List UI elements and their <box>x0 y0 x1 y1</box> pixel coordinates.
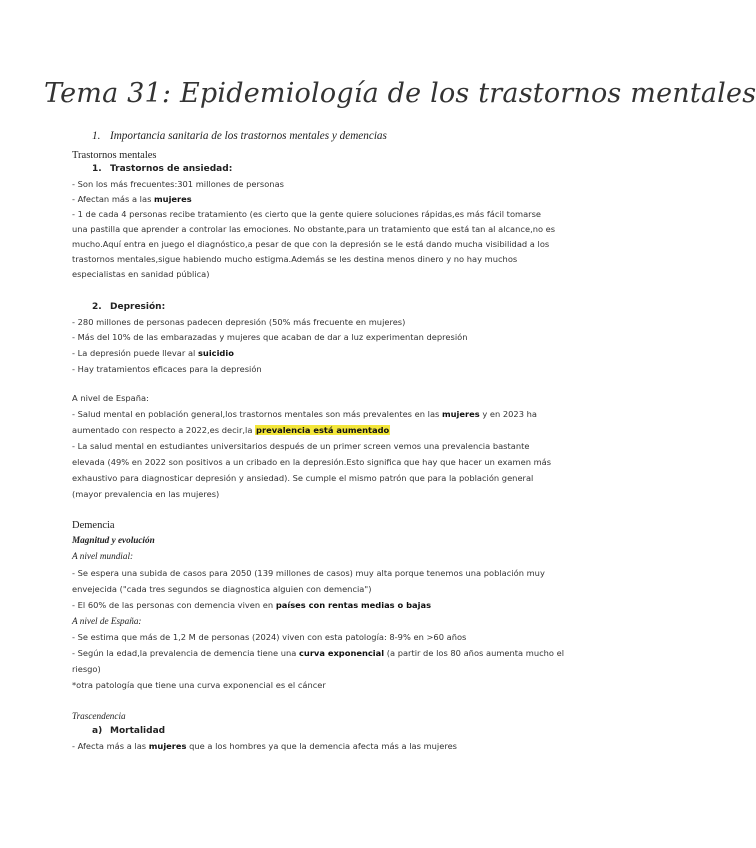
espana-line-1-post: y en 2023 ha <box>479 409 537 419</box>
ansiedad-number: 1. <box>92 164 102 174</box>
depresion-line-3-text: - La depresión puede llevar al <box>72 348 198 358</box>
mortalidad-heading <box>92 726 165 737</box>
demencia-espana-line-2-bold: curva exponencial <box>299 648 385 658</box>
mortalidad-line-1-bold: mujeres <box>148 741 187 751</box>
espana-line-5: exhaustivo para diagnosticar depresión y ansiedad). Se cumple el mismo patrón que para la población general <box>72 473 534 483</box>
espana-label: A nivel de España: <box>72 393 149 403</box>
demencia-mundial-line-3-text: - El 60% de las personas con demencia viven en <box>72 600 276 610</box>
demencia-espana-line-1: - Se estima que más de 1,2 M de personas (2024) viven con esta patología: 8-9% en >60 años <box>72 632 467 642</box>
ansiedad-line-2-bold: mujeres <box>154 194 192 204</box>
espana-line-1-bold: mujeres <box>442 409 480 419</box>
demencia-espana-line-2-post: (a partir de los 80 años aumenta mucho el <box>384 648 565 658</box>
demencia-mundial-line-3 <box>72 600 431 611</box>
demencia-mundial-line-3-bold: países con rentas medias o bajas <box>275 600 432 610</box>
espana-line-2-highlight: prevalencia está aumentado <box>256 425 390 435</box>
mortalidad-marker: a) <box>92 726 103 736</box>
mortalidad-line-1-post: que a los hombres ya que la demencia afecta más a las mujeres <box>186 741 457 751</box>
mortalidad-line-1 <box>72 741 457 752</box>
espana-line-4: elevada (49% en 2022 son positivos a un cribado en la depresión.Esto significa que hay que hacer un examen más <box>72 457 552 467</box>
depresion-heading-text: Depresión: <box>110 302 166 312</box>
trastornos-mentales-label: Trastornos mentales <box>72 150 157 161</box>
ansiedad-line-2-text: - Afectan más a las <box>72 194 155 204</box>
ansiedad-line-2 <box>72 194 192 205</box>
demencia-note: *otra patología que tiene una curva exponencial es el cáncer <box>72 680 326 690</box>
depresion-line-3 <box>72 348 234 359</box>
mortalidad-heading-text: Mortalidad <box>110 726 166 736</box>
demencia-mundial-label: A nivel mundial: <box>72 551 134 561</box>
demencia-mundial-line-2: envejecida ("cada tres segundos se diagnostica alguien con demencia") <box>72 584 372 594</box>
demencia-espana-label: A nivel de España: <box>72 616 142 626</box>
ansiedad-line-3: - 1 de cada 4 personas recibe tratamiento (es cierto que la gente quiere soluciones rápidas,es más fácil tomarse <box>72 209 542 219</box>
ansiedad-heading <box>92 164 232 175</box>
mortalidad-line-1-text: - Afecta más a las <box>72 741 149 751</box>
espana-line-6: (mayor prevalencia en las mujeres) <box>72 489 220 499</box>
section-1-number: 1. <box>92 130 101 142</box>
demencia-espana-line-2 <box>72 648 564 659</box>
espana-line-3: - La salud mental en estudiantes universitarios después de un primer screen vemos una prevalencia bastante <box>72 441 530 451</box>
depresion-line-4: - Hay tratamientos eficaces para la depresión <box>72 364 262 374</box>
ansiedad-line-6: trastornos mentales,sigue habiendo mucho estigma.Además se les destina menos dinero y no hay muchos <box>72 254 518 264</box>
section-1-heading-text: Importancia sanitaria de los trastornos mentales y demencias <box>110 130 387 142</box>
section-1-heading <box>92 131 387 142</box>
espana-line-2 <box>72 425 390 436</box>
ansiedad-heading-text: Trastornos de ansiedad: <box>110 164 233 174</box>
espana-line-1 <box>72 409 537 420</box>
depresion-heading <box>92 302 165 313</box>
trascendencia-label: Trascendencia <box>72 711 126 721</box>
depresion-line-2: - Más del 10% de las embarazadas y mujeres que acaban de dar a luz experimentan depresión <box>72 332 468 342</box>
ansiedad-line-7: especialistas en sanidad pública) <box>72 269 210 279</box>
ansiedad-line-4: una pastilla que aprender a controlar las emociones. No obstante,para un tratamiento que está tan al alcance,no es <box>72 224 556 234</box>
espana-line-2-text: aumentado con respecto a 2022,es decir,la <box>72 425 256 435</box>
demencia-label: Demencia <box>72 520 115 531</box>
depresion-number: 2. <box>92 302 102 312</box>
espana-line-1-text: - Salud mental en población general,los trastornos mentales son más prevalentes en las <box>72 409 442 419</box>
depresion-line-1: - 280 millones de personas padecen depresión (50% más frecuente en mujeres) <box>72 317 406 327</box>
demencia-espana-line-2-text: - Según la edad,la prevalencia de demencia tiene una <box>72 648 300 658</box>
depresion-line-3-bold: suicidio <box>197 348 234 358</box>
demencia-mundial-line-1: - Se espera una subida de casos para 2050 (139 millones de casos) muy alta porque tenemos una población muy <box>72 568 545 578</box>
ansiedad-line-5: mucho.Aquí entra en juego el diagnóstico,a pesar de que con la depresión se le está dando mucha visibilidad a los <box>72 239 550 249</box>
demencia-subheading: Magnitud y evolución <box>72 535 155 545</box>
document-title: Tema 31: Epidemiología de los trastornos mentales <box>44 78 756 109</box>
ansiedad-line-1: - Son los más frecuentes:301 millones de personas <box>72 179 284 189</box>
demencia-espana-line-3: riesgo) <box>72 664 101 674</box>
